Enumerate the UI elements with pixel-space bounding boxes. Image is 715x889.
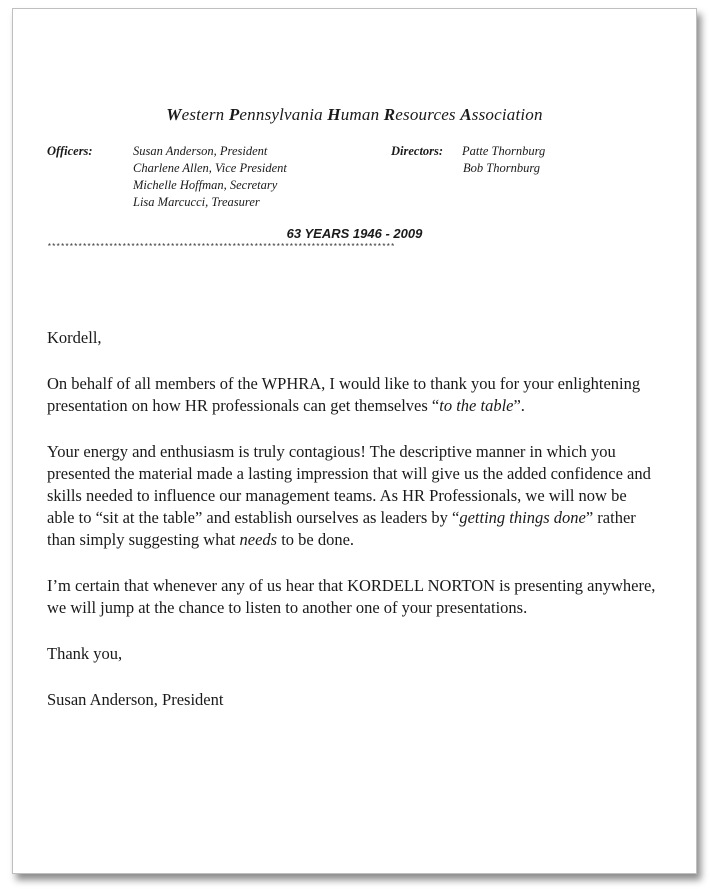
director-item: Bob Thornburg xyxy=(463,161,540,175)
officer-vice-president: Charlene Allen, Vice President xyxy=(133,161,287,175)
paragraph-text: Your energy and enthusiasm is truly contagious! The descriptive manner in which you presented the material made a lasting impression that will give us the added confidence and skills needed to influence our management teams. As HR Professionals, we will now be able to “sit at the table” and establish ourselves as leaders by “ xyxy=(47,442,651,527)
emphasis-text: needs xyxy=(239,530,278,549)
org-title-initial-p: P xyxy=(228,105,240,124)
org-title-part: uman xyxy=(340,105,384,124)
emphasis-text: to the table xyxy=(439,396,514,415)
paragraph-text: to be done. xyxy=(277,530,355,549)
officer-president: Susan Anderson, President xyxy=(133,144,268,158)
org-title-initial-r: R xyxy=(383,105,396,124)
paragraph-text: ”. xyxy=(513,396,525,415)
emphasis-text: getting things done xyxy=(459,508,586,527)
officers-list xyxy=(133,143,287,211)
letter-body xyxy=(47,327,657,735)
paragraph-text: On behalf of all members of the WPHRA, I would like to thank you for your enlightening presentation on how HR professionals can get themselves “ xyxy=(47,374,641,415)
org-title-part: ennsylvania xyxy=(239,105,328,124)
org-title-initial-a: A xyxy=(460,105,472,124)
officers-label: Officers: xyxy=(47,144,93,158)
org-title-initial-w: W xyxy=(166,105,182,124)
greeting: Kordell, xyxy=(47,328,102,347)
org-title-part: ssociation xyxy=(471,105,543,124)
directors-list xyxy=(462,143,545,177)
directors-label: Directors: xyxy=(391,144,444,158)
paragraph-text: ” rather than simply suggesting what xyxy=(47,508,636,549)
paragraph-thanks xyxy=(47,373,657,417)
asterisk-divider: ******************************************************************************* xyxy=(47,243,395,252)
letter-page xyxy=(12,8,697,874)
paragraph-future: I’m certain that whenever any of us hear that KORDELL NORTON is presenting anywhere, we will jump at the chance to listen to another one of your presentations. xyxy=(47,576,656,617)
organization-title xyxy=(13,105,696,125)
director-item: Patte Thornburg xyxy=(462,144,546,158)
org-title-initial-h: H xyxy=(327,105,341,124)
officer-secretary: Michelle Hoffman, Secretary xyxy=(133,178,278,192)
org-title-part: esources xyxy=(395,105,461,124)
signature: Susan Anderson, President xyxy=(47,690,224,709)
years-banner: 63 YEARS 1946 - 2009 xyxy=(286,226,423,241)
closing: Thank you, xyxy=(47,644,123,663)
paragraph-enthusiasm xyxy=(47,441,657,551)
officer-treasurer: Lisa Marcucci, Treasurer xyxy=(133,195,260,209)
org-title-part: estern xyxy=(181,105,229,124)
